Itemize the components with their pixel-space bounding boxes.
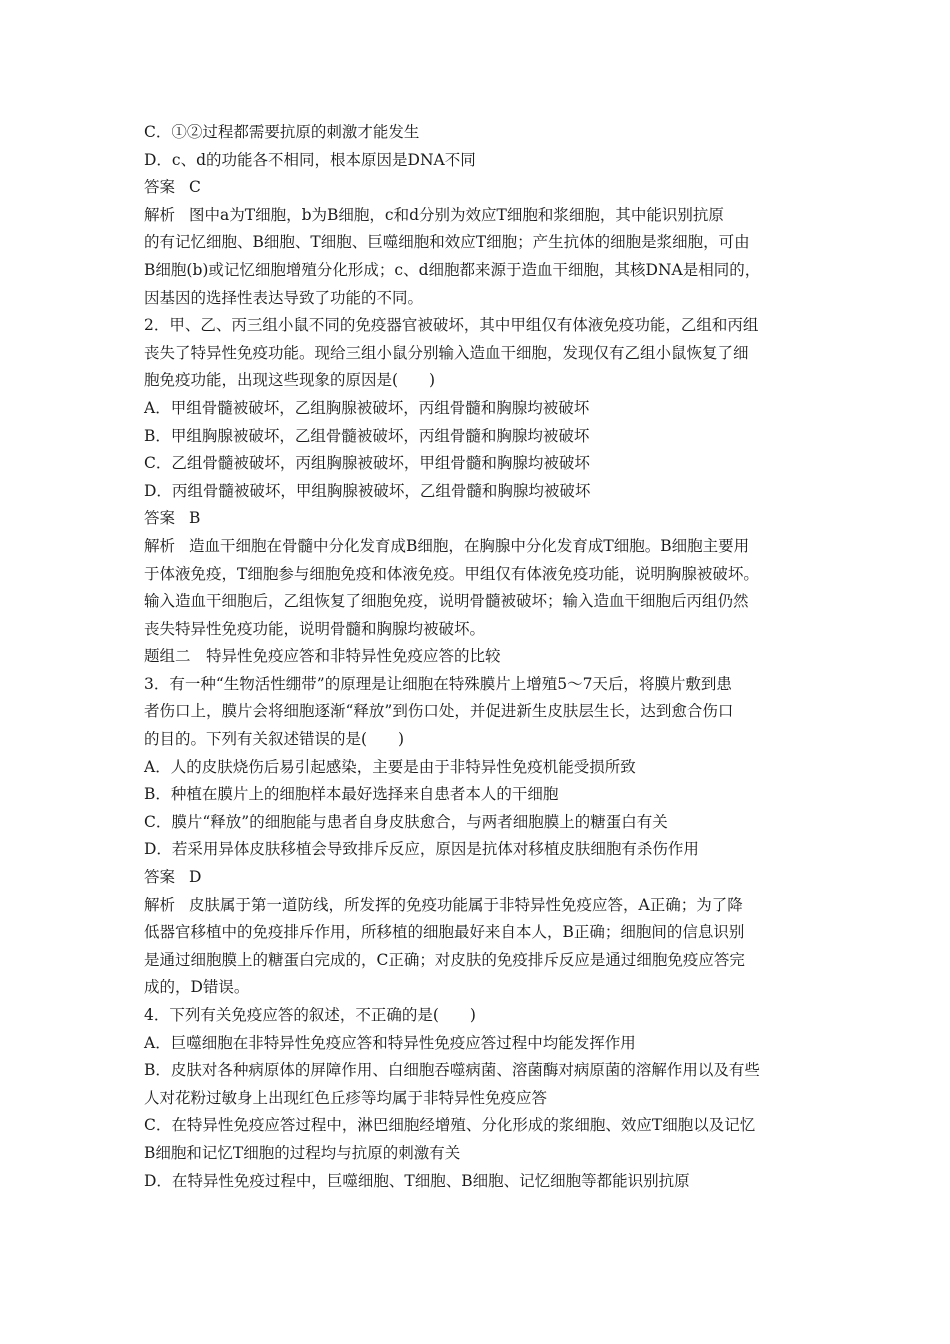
- q4-option-line: A．巨噬细胞在非特异性免疫应答和特异性免疫应答过程中均能发挥作用: [144, 1033, 636, 1052]
- q3-analysis-line: [144, 892, 812, 920]
- q4-option-line: 人对花粉过敏身上出现红色丘疹等均属于非特异性免疫应答: [144, 1088, 548, 1107]
- q4-option-line: C．在特异性免疫应答过程中，淋巴细胞经增殖、分化形成的浆细胞、效应T细胞以及记忆: [144, 1116, 756, 1135]
- q2-stem-line: 胞免疫功能，出现这些现象的原因是( ): [144, 371, 436, 390]
- answer-value: D: [189, 868, 202, 887]
- q1-option-d: D．c、d的功能各不相同，根本原因是DNA不同: [144, 150, 476, 169]
- section-heading: 题组二 特异性免疫应答和非特异性免疫应答的比较: [144, 647, 501, 666]
- q3-stem-line: 的目的。下列有关叙述错误的是( ): [144, 730, 405, 749]
- q2-stem-line: 2．甲、乙、丙三组小鼠不同的免疫器官被破坏，其中甲组仅有体液免疫功能，乙组和丙组: [144, 316, 759, 335]
- q3-analysis-line: 是通过细胞膜上的糖蛋白完成的，C正确；对皮肤的免疫排斥反应是通过细胞免疫应答完: [144, 950, 745, 969]
- q2-option-c: C．乙组骨髓被破坏，丙组胸腺被破坏，甲组骨髓和胸腺均被破坏: [144, 454, 590, 473]
- q4-option-line: B．皮肤对各种病原体的屏障作用、白细胞吞噬病菌、溶菌酶对病原菌的溶解作用以及有些: [144, 1061, 760, 1080]
- analysis-label: 解析: [144, 895, 176, 914]
- analysis-text: 造血干细胞在骨髓中分化发育成B细胞，在胸腺中分化发育成T细胞。B细胞主要用: [189, 536, 750, 555]
- q2-stem-line: 丧失了特异性免疫功能。现给三组小鼠分别输入造血干细胞，发现仅有乙组小鼠恢复了细: [144, 343, 749, 362]
- answer-value: C: [189, 178, 201, 197]
- analysis-label: 解析: [144, 536, 176, 555]
- analysis-text: 皮肤属于第一道防线，所发挥的免疫功能属于非特异性免疫应答，A正确；为了降: [189, 895, 743, 914]
- q3-option-a: A．人的皮肤烧伤后易引起感染，主要是由于非特异性免疫机能受损所致: [144, 757, 636, 776]
- q1-answer: [144, 174, 812, 202]
- q2-option-d: D．丙组骨髓被破坏，甲组胸腺被破坏，乙组骨髓和胸腺均被破坏: [144, 481, 591, 500]
- q1-analysis-line: [144, 202, 812, 230]
- analysis-label: 解析: [144, 205, 176, 224]
- q3-stem-line: 者伤口上，膜片会将细胞逐渐“释放”到伤口处，并促进新生皮肤层生长，达到愈合伤口: [144, 702, 734, 721]
- q4-stem: 4．下列有关免疫应答的叙述，不正确的是( ): [144, 1006, 476, 1024]
- q3-option-c: C．膜片“释放”的细胞能与患者自身皮肤愈合，与两者细胞膜上的糖蛋白有关: [144, 812, 668, 831]
- answer-label: 答案: [144, 178, 176, 197]
- q2-analysis-line: 于体液免疫，T细胞参与细胞免疫和体液免疫。甲组仅有体液免疫功能，说明胸腺被破坏。: [144, 564, 759, 583]
- analysis-text: 图中a为T细胞，b为B细胞，c和d分别为效应T细胞和浆细胞，其中能识别抗原: [189, 205, 724, 224]
- q1-analysis-line: B细胞(b)或记忆细胞增殖分化形成；c、d细胞都来源于造血干细胞，其核DNA是相同的，: [144, 260, 761, 279]
- q2-option-b: B．甲组胸腺被破坏，乙组骨髓被破坏，丙组骨髓和胸腺均被破坏: [144, 426, 590, 445]
- document-body: [144, 119, 812, 1195]
- q2-analysis-line: 输入造血干细胞后，乙组恢复了细胞免疫，说明骨髓被破坏；输入造血干细胞后丙组仍然: [144, 592, 749, 611]
- q2-option-a: A．甲组骨髓被破坏，乙组胸腺被破坏，丙组骨髓和胸腺均被破坏: [144, 398, 590, 417]
- q3-option-d: D．若采用异体皮肤移植会导致排斥反应，原因是抗体对移植皮肤细胞有杀伤作用: [144, 840, 699, 859]
- q2-analysis-line: [144, 533, 812, 561]
- answer-label: 答案: [144, 868, 176, 887]
- q3-analysis-line: 成的，D错误。: [144, 978, 250, 997]
- q1-analysis-line: 的有记忆细胞、B细胞、T细胞、巨噬细胞和效应T细胞；产生抗体的细胞是浆细胞，可由: [144, 233, 750, 252]
- q1-analysis-line: 因基因的选择性表达导致了功能的不同。: [144, 288, 424, 307]
- q2-analysis-line: 丧失特异性免疫功能，说明骨髓和胸腺均被破坏。: [144, 619, 486, 638]
- q4-option-line: D．在特异性免疫过程中，巨噬细胞、T细胞、B细胞、记忆细胞等都能识别抗原: [144, 1171, 690, 1190]
- q3-analysis-line: 低器官移植中的免疫排斥作用，所移植的细胞最好来自本人，B正确；细胞间的信息识别: [144, 923, 745, 942]
- q3-option-b: B．种植在膜片上的细胞样本最好选择来自患者本人的干细胞: [144, 785, 559, 804]
- answer-label: 答案: [144, 509, 176, 528]
- q1-option-c: C．①②过程都需要抗原的刺激才能发生: [144, 123, 420, 141]
- q2-answer: [144, 505, 812, 533]
- answer-value: B: [189, 509, 201, 528]
- q3-stem-line: 3．有一种“生物活性绷带”的原理是让细胞在特殊膜片上增殖5～7天后，将膜片敷到患: [144, 674, 732, 693]
- q4-option-line: B细胞和记忆T细胞的过程均与抗原的刺激有关: [144, 1143, 461, 1162]
- q3-answer: [144, 864, 812, 892]
